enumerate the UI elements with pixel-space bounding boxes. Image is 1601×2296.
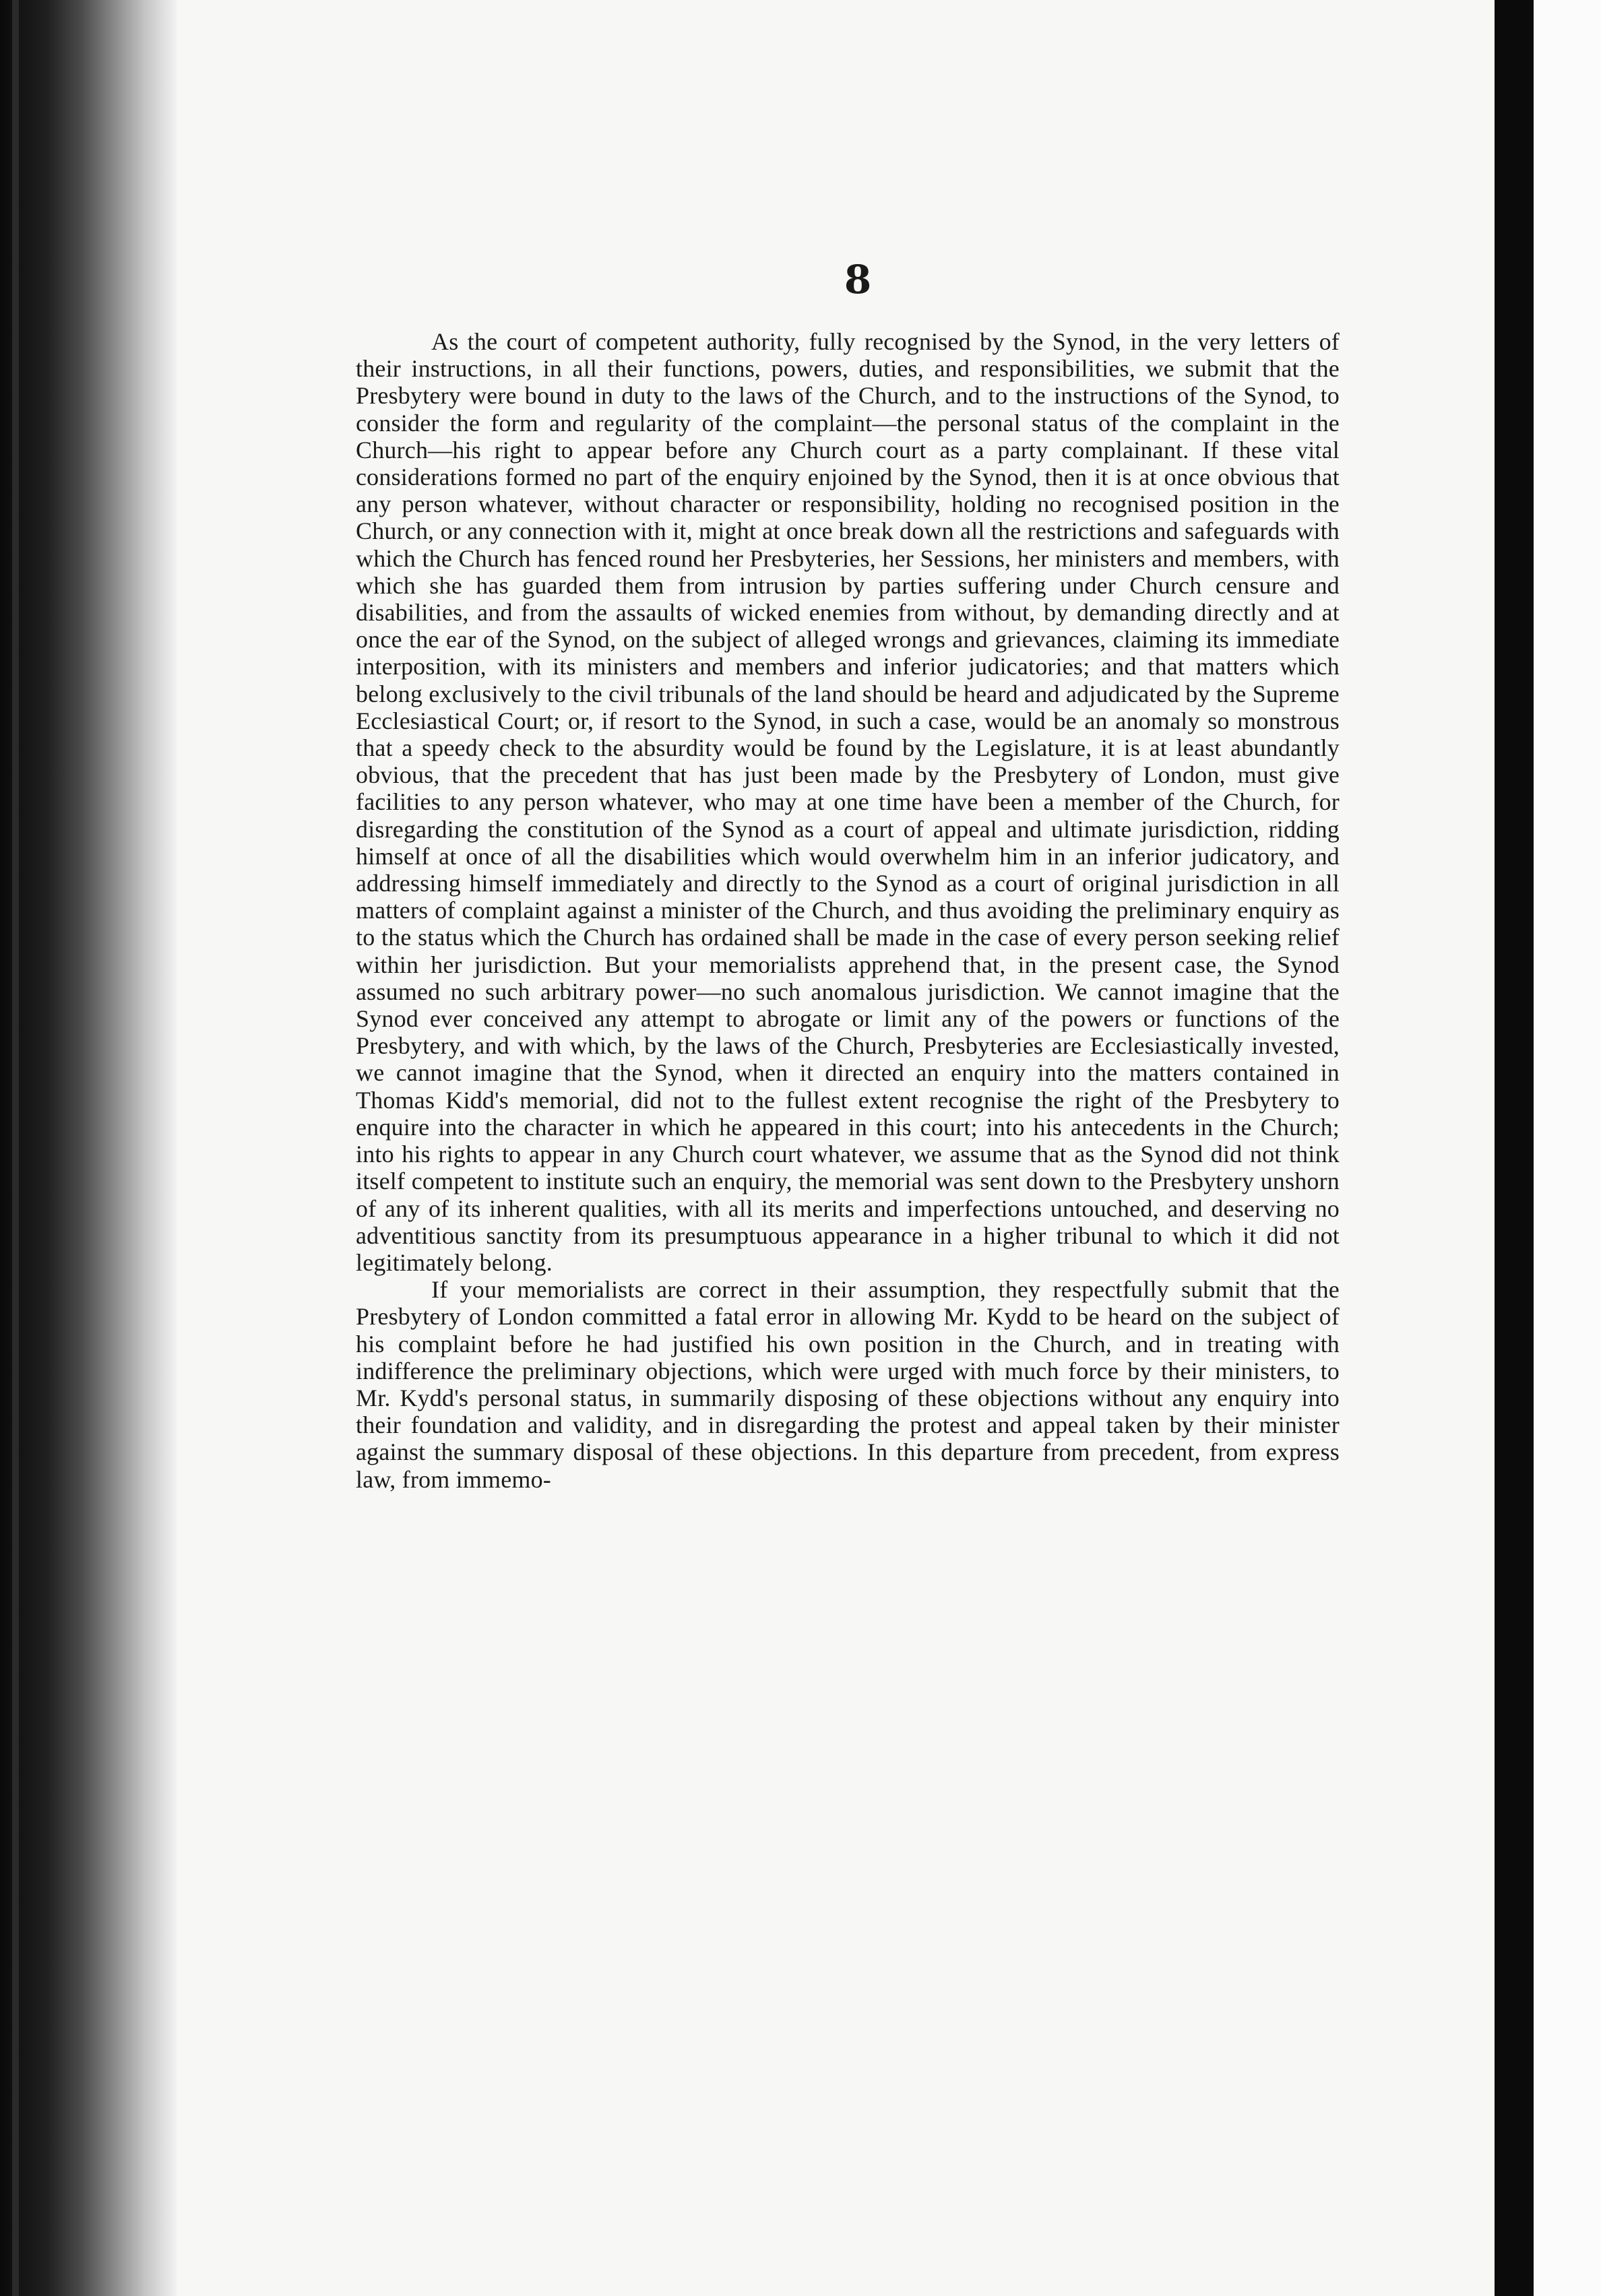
page-number: 8 [844, 257, 872, 302]
next-page-edge [1534, 0, 1601, 2296]
paragraph-2: If your memorialists are correct in their assumption, they respectfully submit that the Presbytery of London committed a fatal error in allowing Mr. Kydd to be heard on the subject of his complaint before he had justified his own position in the Church, and in treating with indifference the preliminary objections, which were urged with much force by their ministers, to Mr. Kydd's personal status, in summarily disposing of these objections without any enquiry into their foundation and validity, and in disregarding the protest and appeal taken by their minister against the summary disposal of these objections. In this departure from precedent, from express law, from immemo- [356, 1276, 1340, 1493]
left-binding-shadow [0, 0, 177, 2296]
body-text [356, 328, 1340, 1493]
left-scan-border [12, 0, 19, 2296]
paragraph-1: As the court of competent authority, fully recognised by the Synod, in the very letters of their instructions, in all their functions, powers, duties, and responsibilities, we submit that the Presbytery were bound in duty to the laws of the Church, and to the instructions of the Synod, to consider the form and regularity of the complaint—the personal status of the complaint in the Church—his right to appear before any Church court as a party complainant. If these vital considerations formed no part of the enquiry enjoined by the Synod, then it is at once obvious that any person whatever, without character or responsibility, holding no recognised position in the Church, or any connection with it, might at once break down all the restrictions and safeguards with which the Church has fenced round her Presbyteries, her Sessions, her ministers and members, with which she has guarded them from intrusion by parties suffering under Church censure and disabilities, and from the assaults of wicked enemies from without, by demanding directly and at once the ear of the Synod, on the subject of alleged wrongs and grievances, claiming its immediate interposition, with its ministers and members and inferior judicatories; and that matters which belong exclusively to the civil tribunals of the land should be heard and adjudicated by the Supreme Ecclesiastical Court; or, if resort to the Synod, in such a case, would be an anomaly so monstrous that a speedy check to the absurdity would be found by the Legislature, it is at least abundantly obvious, that the precedent that has just been made by the Presbytery of London, must give facilities to any person whatever, who may at one time have been a member of the Church, for disregarding the constitution of the Synod as a court of appeal and ultimate jurisdiction, ridding himself at once of all the disabilities which would overwhelm him in an inferior judicatory, and addressing himself immediately and directly to the Synod as a court of original jurisdiction in all matters of complaint against a minister of the Church, and thus avoiding the preliminary enquiry as to the status which the Church has ordained shall be made in the case of every person seeking relief within her jurisdiction. But your memorialists apprehend that, in the present case, the Synod assumed no such arbitrary power—no such anomalous jurisdiction. We cannot imagine that the Synod ever conceived any attempt to abrogate or limit any of the powers or functions of the Presbytery, and with which, by the laws of the Church, Presbyteries are Ecclesiastically invested, we cannot imagine that the Synod, when it directed an enquiry into the matters contained in Thomas Kidd's memorial, did not to the fullest extent recognise the right of the Presbytery to enquire into the character in which he appeared in this court; into his antecedents in the Church; into his rights to appear in any Church court whatever, we assume that as the Synod did not think itself competent to institute such an enquiry, the memorial was sent down to the Presbytery unshorn of any of its inherent qualities, with all its merits and imperfections untouched, and deserving no adventitious sanctity from its presumptuous appearance in a higher tribunal to which it did not legitimately belong. [356, 328, 1340, 1276]
